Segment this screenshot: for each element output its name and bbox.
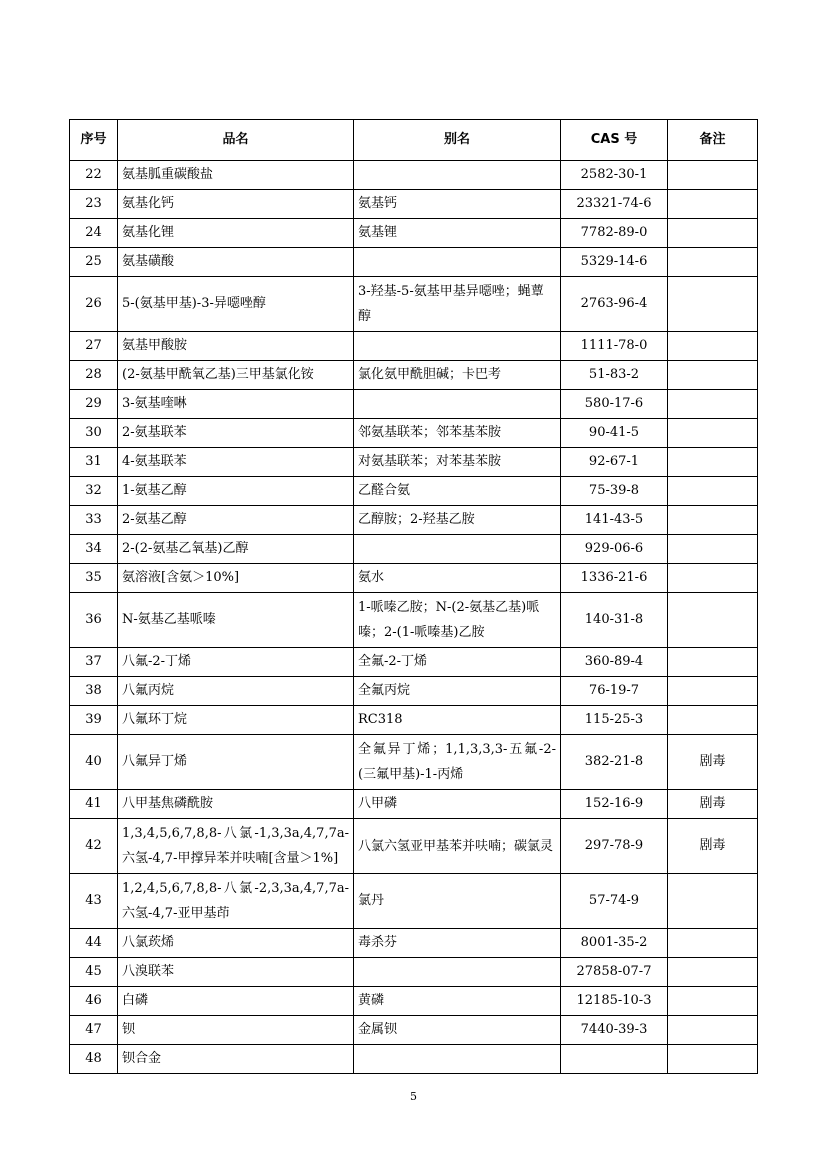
alias-name: 八甲磷 [354, 790, 561, 819]
header-alias: 别名 [354, 120, 561, 161]
row-number: 43 [70, 874, 118, 929]
alias-name [354, 535, 561, 564]
chemical-name: 1,3,4,5,6,7,8,8-八氯-1,3,3a,4,7,7a-六氢-4,7-甲撑异苯并呋喃[含量＞1%] [118, 819, 354, 874]
row-number: 28 [70, 361, 118, 390]
cas-number: 76-19-7 [561, 677, 668, 706]
row-number: 37 [70, 648, 118, 677]
row-number: 36 [70, 593, 118, 648]
remark [668, 390, 758, 419]
remark [668, 593, 758, 648]
cas-number: 75-39-8 [561, 477, 668, 506]
cas-number: 57-74-9 [561, 874, 668, 929]
alias-name: 全氟-2-丁烯 [354, 648, 561, 677]
chemical-name: N-氨基乙基哌嗪 [118, 593, 354, 648]
row-number: 22 [70, 161, 118, 190]
remark [668, 564, 758, 593]
chemical-name: 钡合金 [118, 1045, 354, 1074]
cas-number: 580-17-6 [561, 390, 668, 419]
row-number: 35 [70, 564, 118, 593]
remark [668, 929, 758, 958]
remark [668, 958, 758, 987]
row-number: 34 [70, 535, 118, 564]
row-number: 44 [70, 929, 118, 958]
alias-name: 八氯六氢亚甲基苯并呋喃；碳氯灵 [354, 819, 561, 874]
chemical-table [69, 119, 758, 1074]
chemical-name: 1,2,4,5,6,7,8,8-八氯-2,3,3a,4,7,7a-六氢-4,7-亚甲基茚 [118, 874, 354, 929]
cas-number [561, 1045, 668, 1074]
chemical-name: 八氟-2-丁烯 [118, 648, 354, 677]
alias-name: 对氨基联苯；对苯基苯胺 [354, 448, 561, 477]
cas-number: 141-43-5 [561, 506, 668, 535]
chemical-name: (2-氨基甲酰氧乙基)三甲基氯化铵 [118, 361, 354, 390]
table-row [70, 506, 758, 535]
cas-number: 1111-78-0 [561, 332, 668, 361]
alias-name: 氯丹 [354, 874, 561, 929]
row-number: 27 [70, 332, 118, 361]
alias-name: 黄磷 [354, 987, 561, 1016]
chemical-name: 白磷 [118, 987, 354, 1016]
cas-number: 7782-89-0 [561, 219, 668, 248]
chemical-name: 八氟环丁烷 [118, 706, 354, 735]
table-row [70, 419, 758, 448]
chemical-name: 2-氨基联苯 [118, 419, 354, 448]
alias-name: 金属钡 [354, 1016, 561, 1045]
table-header-row [70, 120, 758, 161]
header-name: 品名 [118, 120, 354, 161]
chemical-name: 八溴联苯 [118, 958, 354, 987]
remark [668, 506, 758, 535]
table-body [70, 161, 758, 1074]
chemical-name: 2-(2-氨基乙氧基)乙醇 [118, 535, 354, 564]
remark [668, 1016, 758, 1045]
row-number: 31 [70, 448, 118, 477]
cas-number: 360-89-4 [561, 648, 668, 677]
table-row [70, 190, 758, 219]
page-number: 5 [410, 1090, 417, 1103]
cas-number: 27858-07-7 [561, 958, 668, 987]
row-number: 38 [70, 677, 118, 706]
alias-name: 氨水 [354, 564, 561, 593]
chemical-name: 5-(氨基甲基)-3-异噁唑醇 [118, 277, 354, 332]
table-row [70, 790, 758, 819]
table-row [70, 477, 758, 506]
chemical-name: 3-氨基喹啉 [118, 390, 354, 419]
remark [668, 987, 758, 1016]
alias-name: 氨基锂 [354, 219, 561, 248]
table-row [70, 929, 758, 958]
row-number: 29 [70, 390, 118, 419]
table-row [70, 248, 758, 277]
row-number: 41 [70, 790, 118, 819]
remark [668, 677, 758, 706]
alias-name [354, 1045, 561, 1074]
chemical-name: 氨溶液[含氨＞10%] [118, 564, 354, 593]
alias-name [354, 248, 561, 277]
chemical-name: 氨基甲酸胺 [118, 332, 354, 361]
alias-name: RC318 [354, 706, 561, 735]
chemical-name: 八氯莰烯 [118, 929, 354, 958]
remark [668, 535, 758, 564]
cas-number: 51-83-2 [561, 361, 668, 390]
cas-number: 23321-74-6 [561, 190, 668, 219]
table-row [70, 564, 758, 593]
table-row [70, 535, 758, 564]
row-number: 30 [70, 419, 118, 448]
alias-name: 乙醛合氨 [354, 477, 561, 506]
cas-number: 90-41-5 [561, 419, 668, 448]
row-number: 26 [70, 277, 118, 332]
remark [668, 448, 758, 477]
table-row [70, 735, 758, 790]
remark [668, 874, 758, 929]
row-number: 25 [70, 248, 118, 277]
cas-number: 929-06-6 [561, 535, 668, 564]
remark: 剧毒 [668, 735, 758, 790]
chemical-name: 氨基磺酸 [118, 248, 354, 277]
remark [668, 1045, 758, 1074]
alias-name: 乙醇胺；2-羟基乙胺 [354, 506, 561, 535]
cas-number: 297-78-9 [561, 819, 668, 874]
table-row [70, 958, 758, 987]
table-row [70, 332, 758, 361]
cas-number: 2763-96-4 [561, 277, 668, 332]
table-row [70, 277, 758, 332]
cas-number: 2582-30-1 [561, 161, 668, 190]
remark [668, 419, 758, 448]
chemical-name: 八氟丙烷 [118, 677, 354, 706]
table-row [70, 648, 758, 677]
table-row [70, 448, 758, 477]
remark [668, 477, 758, 506]
cas-number: 5329-14-6 [561, 248, 668, 277]
row-number: 47 [70, 1016, 118, 1045]
row-number: 39 [70, 706, 118, 735]
header-no: 序号 [70, 120, 118, 161]
table-row [70, 706, 758, 735]
remark [668, 248, 758, 277]
chemical-name: 1-氨基乙醇 [118, 477, 354, 506]
row-number: 40 [70, 735, 118, 790]
chemical-name: 4-氨基联苯 [118, 448, 354, 477]
row-number: 42 [70, 819, 118, 874]
header-note: 备注 [668, 120, 758, 161]
chemical-name: 八甲基焦磷酰胺 [118, 790, 354, 819]
row-number: 48 [70, 1045, 118, 1074]
alias-name: 氯化氨甲酰胆碱；卡巴考 [354, 361, 561, 390]
cas-number: 12185-10-3 [561, 987, 668, 1016]
table-row [70, 161, 758, 190]
header-cas: CAS 号 [561, 120, 668, 161]
cas-number: 1336-21-6 [561, 564, 668, 593]
alias-name: 邻氨基联苯；邻苯基苯胺 [354, 419, 561, 448]
alias-name [354, 161, 561, 190]
alias-name: 3-羟基-5-氨基甲基异噁唑；蝇蕈醇 [354, 277, 561, 332]
alias-name: 全氟丙烷 [354, 677, 561, 706]
table-row [70, 361, 758, 390]
chemical-name: 氨基胍重碳酸盐 [118, 161, 354, 190]
row-number: 23 [70, 190, 118, 219]
table-row [70, 1016, 758, 1045]
remark: 剧毒 [668, 790, 758, 819]
cas-number: 115-25-3 [561, 706, 668, 735]
chemical-name: 钡 [118, 1016, 354, 1045]
table-row [70, 677, 758, 706]
alias-name [354, 390, 561, 419]
remark [668, 219, 758, 248]
cas-number: 140-31-8 [561, 593, 668, 648]
remark [668, 277, 758, 332]
table-row [70, 219, 758, 248]
row-number: 46 [70, 987, 118, 1016]
cas-number: 152-16-9 [561, 790, 668, 819]
remark [668, 361, 758, 390]
table-row [70, 987, 758, 1016]
table-row [70, 874, 758, 929]
row-number: 45 [70, 958, 118, 987]
chemical-name: 八氟异丁烯 [118, 735, 354, 790]
cas-number: 92-67-1 [561, 448, 668, 477]
chemical-name: 2-氨基乙醇 [118, 506, 354, 535]
row-number: 32 [70, 477, 118, 506]
cas-number: 7440-39-3 [561, 1016, 668, 1045]
remark [668, 161, 758, 190]
chemical-name: 氨基化钙 [118, 190, 354, 219]
table-row [70, 390, 758, 419]
remark [668, 648, 758, 677]
remark: 剧毒 [668, 819, 758, 874]
alias-name [354, 958, 561, 987]
table-row [70, 819, 758, 874]
row-number: 24 [70, 219, 118, 248]
alias-name: 氨基钙 [354, 190, 561, 219]
row-number: 33 [70, 506, 118, 535]
table-row [70, 593, 758, 648]
cas-number: 382-21-8 [561, 735, 668, 790]
alias-name: 1-哌嗪乙胺；N-(2-氨基乙基)哌嗪；2-(1-哌嗪基)乙胺 [354, 593, 561, 648]
remark [668, 706, 758, 735]
remark [668, 332, 758, 361]
alias-name: 毒杀芬 [354, 929, 561, 958]
remark [668, 190, 758, 219]
table-row [70, 1045, 758, 1074]
cas-number: 8001-35-2 [561, 929, 668, 958]
chemical-name: 氨基化锂 [118, 219, 354, 248]
alias-name [354, 332, 561, 361]
alias-name: 全氟异丁烯；1,1,3,3,3-五氟-2-(三氟甲基)-1-丙烯 [354, 735, 561, 790]
